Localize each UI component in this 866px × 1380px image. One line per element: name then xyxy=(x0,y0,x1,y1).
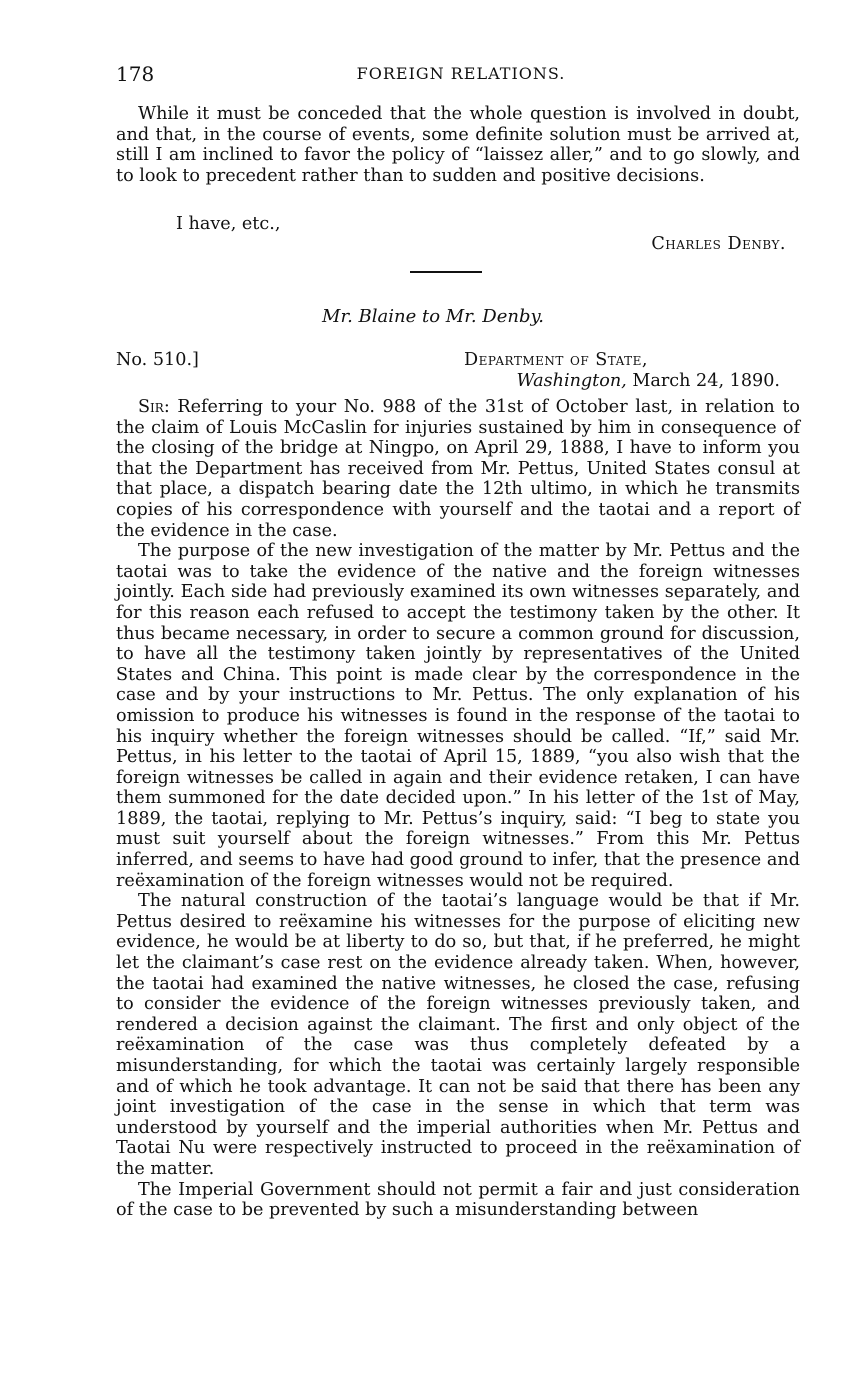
page-header xyxy=(116,62,806,90)
dispatch-number: No. 510.] xyxy=(116,350,199,370)
paragraph-1 xyxy=(116,397,800,541)
signature: Charles Denby. xyxy=(651,234,786,254)
dateline-place: Washington, xyxy=(516,371,627,391)
dateline-date: March 24, 1890. xyxy=(632,371,780,391)
paragraph-3: The natural construction of the taotai’s language would be that if Mr. Pettus desired to reëxamine his witnesses for the purpose of eliciting new evidence, he would be at liberty to do so, but that, if he preferred, he might let the claimant’s case rest on the evidence already taken. When, however, the taotai had examined the native witnesses, he closed the case, refusing to consider the evidence of the foreign witnesses previously taken, and rendered a decision against the claimant. The first and only object of the reëxamination of the case was thus completely defeated by a misunderstanding, for which the taotai was certainly largely responsible and of which he took advantage. It can not be said that there has been any joint investigation of the case in the sense in which that term was understood by yourself and the imperial authorities when Mr. Pettus and Taotai Nu were respectively instructed to proceed in the reëxamination of the matter. xyxy=(116,891,800,1179)
closing-paragraph: While it must be conceded that the whole question is involved in doubt, and that, in the course of events, some definite solution must be arrived at, still I am inclined to favor the policy of “laissez aller,” and to go slowly, and to look to precedent rather than to sudden and positive decisions. xyxy=(116,104,800,186)
paragraph-2: The purpose of the new investigation of the matter by Mr. Pettus and the taotai was to take the evidence of the native and the foreign witnesses jointly. Each side had previously examined its own witnesses separately, and for this reason each refused to accept the testimony taken by the other. It thus became necessary, in order to secure a common ground for discussion, to have all the testimony taken jointly by representatives of the United States and China. This point is made clear by the correspondence in the case and by your instructions to Mr. Pettus. The only explanation of his omission to produce his witnesses is found in the response of the taotai to his inquiry whether the foreign witnesses should be called. “If,” said Mr. Pettus, in his letter to the taotai of April 15, 1889, “you also wish that the foreign witnesses be called in again and their evidence retaken, I can have them summoned for the date decided upon.” In his letter of the 1st of May, 1889, the taotai, replying to Mr. Pettus’s inquiry, said: “I beg to state you must suit yourself about the foreign witnesses.” From this Mr. Pettus inferred, and seems to have had good ground to infer, that the presence and reëxamination of the foreign witnesses would not be required. xyxy=(116,541,800,891)
paragraph-4: The Imperial Government should not permit a fair and just consideration of the case to be prevented by such a misunderstanding between xyxy=(116,1179,800,1221)
previous-letter-closing xyxy=(116,104,800,186)
page-number: 178 xyxy=(116,62,155,86)
dateline xyxy=(517,371,780,391)
department-heading: Department of State, xyxy=(464,350,648,370)
section-divider xyxy=(410,271,482,273)
complimentary-close: I have, etc., xyxy=(176,214,281,234)
letter-title: Mr. Blaine to Mr. Denby. xyxy=(322,306,544,327)
letter-body xyxy=(116,397,800,1221)
salutation: Sir: xyxy=(138,397,170,417)
running-head: FOREIGN RELATIONS. xyxy=(356,64,566,83)
paragraph-1-text: Referring to your No. 988 of the 31st of October last, in relation to the claim of Louis McCaslin for injuries sustained by him in consequence of the closing of the bridge at Ningpo, on April 29, 1888, I have to inform you that the Department has received from Mr. Pettus, United States consul at that place, a dispatch bearing date the 12th ultimo, in which he transmits copies of his correspondence with yourself and the taotai and a report of the evidence in the case. xyxy=(116,397,800,541)
